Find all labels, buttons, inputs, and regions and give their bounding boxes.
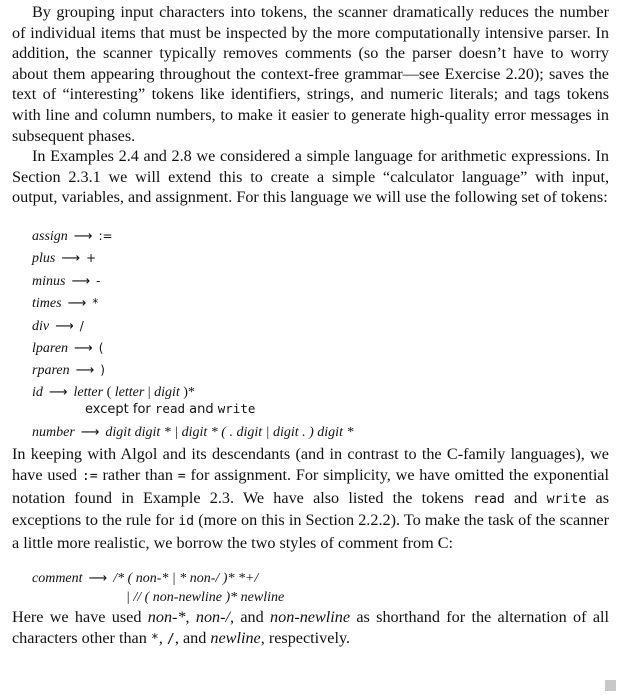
page [12, 2, 609, 651]
paragraph-shorthand: Here we have used non-*, non-/, and non-newline as shorthand for the alternation of all characters other than *, /, and newline, respectively. [12, 608, 610, 648]
token-row: lparen ⟶ ( [32, 340, 104, 356]
paragraph-token-notes: In keeping with Algol and its descendants (and in contrast to the C-family languages), we have used := rather than = for assignment. For simplicity, we have omitted the exponential notation found in Example 2.3. We have also listed the tokens read and write as exceptions to the rule for id (more on this in Section 2.2.2). To make the task of the scanner a little more realistic, we borrow the two styles of comment from C: [12, 445, 610, 552]
token-row: plus ⟶ + [32, 251, 97, 267]
id-exception-note: except for read and write [85, 401, 256, 418]
token-row-id: id ⟶ letter ( letter | digit )* [32, 384, 195, 400]
token-row-number: number ⟶ digit digit * | digit * ( . digit | digit . ) digit * [32, 425, 354, 441]
token-row: rparen ⟶ ) [32, 363, 105, 379]
token-row: times ⟶ * [32, 296, 99, 312]
paragraph-calculator-language: In Examples 2.4 and 2.8 we considered a simple language for arithmetic expressions. In Section 2.3.1 we will extend this to create a simple “calculator language” with input, output, variables, and assignment. For this language we will use the following set of tokens: [12, 147, 609, 207]
token-row: div ⟶ / [32, 318, 84, 334]
token-row: minus ⟶ - [32, 273, 101, 289]
token-list [32, 225, 609, 445]
end-of-example-marker [605, 680, 616, 691]
comment-rule: comment ⟶ /* ( non-* | * non-/ )* *+/ | // ( non-newline )* newline [32, 571, 285, 606]
token-row: assign ⟶ := [32, 228, 113, 244]
paragraph-scanner-benefits: By grouping input characters into tokens, the scanner dramatically reduces the number of individual items that must be inspected by the more computationally intensive parser. In addition, the scanner typically removes comments (so the parser doesn’t have to worry about them appearing throughout the context-free grammar—see Exercise 2.20); saves the text of “interesting” tokens like identifiers, strings, and numeric literals; and tags tokens with line and column numbers, to make it easier to generate high-quality error messages in subsequent phases. [12, 3, 609, 145]
